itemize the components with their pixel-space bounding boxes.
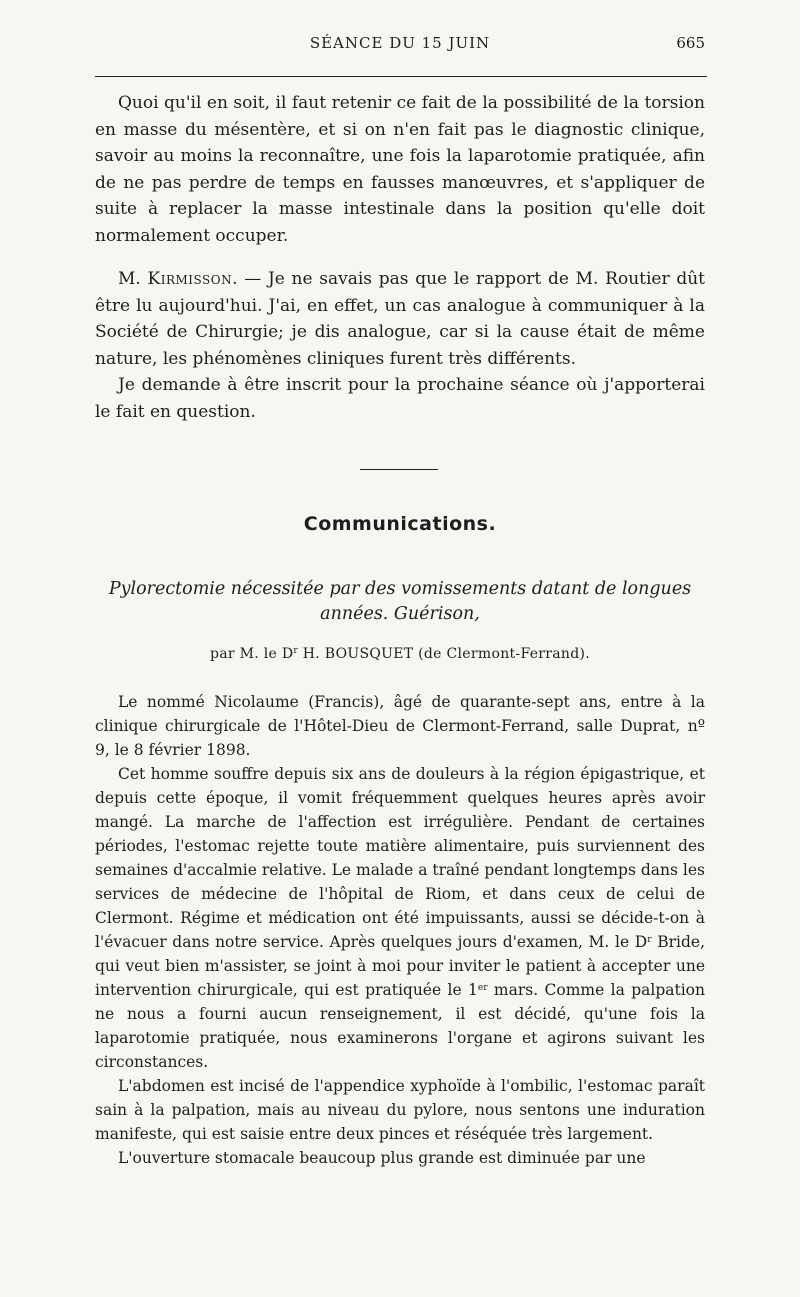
- intro-paragraph: Quoi qu'il en soit, il faut retenir ce fait de la possibilité de la torsion en masse du mésentère, et si on n'en fait pas le diagnostic clinique, savoir au moins la reconnaître, une fois la laparotomie pratiquée, afin de ne pas perdre de temps en fausses manœuvres, et s'appliquer de suite à replacer la masse intestinale dans la position qu'elle doit normalement occuper.: [95, 93, 705, 246]
- byline-suffix: H. BOUSQUET (de Clermont-Ferrand).: [298, 646, 591, 662]
- running-title: SÉANCE DU 15 JUIN: [309, 34, 491, 52]
- article-byline: [95, 646, 705, 662]
- header-rule: [95, 76, 707, 77]
- intro-block: [95, 90, 705, 249]
- speaker-name: Kirmisson: [147, 269, 233, 289]
- section-separator: [360, 469, 438, 470]
- article-title: Pylorectomie nécessitée par des vomissements datant de longues années. Guérison,: [108, 579, 692, 624]
- p2-part2: Bride, qui veut bien m'assister, se joint à moi pour inviter le patient à accepter une intervention chirurgicale, qui est pratiquée le 1: [95, 933, 705, 999]
- byline-prefix: par M. le D: [209, 646, 294, 662]
- running-header: [95, 34, 705, 58]
- section-title: Communications.: [303, 513, 497, 535]
- article-paragraph-4: L'ouverture stomacale beaucoup plus grande est diminuée par une: [118, 1149, 646, 1167]
- kirmisson-paragraph-2: Je demande à être inscrit pour la prochaine séance où j'apporterai le fait en question.: [95, 375, 705, 422]
- article-paragraph-2: [95, 762, 705, 1074]
- p2-sup2: er: [477, 983, 488, 993]
- article-paragraph-1: Le nommé Nicolaume (Francis), âgé de quarante-sept ans, entre à la clinique chirurgicale de l'Hôtel-Dieu de Clermont-Ferrand, salle Duprat, nº 9, le 8 février 1898.: [95, 693, 705, 759]
- byline-sup: r: [293, 646, 298, 656]
- kirmisson-paragraph-1: [95, 266, 705, 372]
- p2-part3: mars. Comme la palpation ne nous a fourni aucun renseignement, il est décidé, qu'une fois la laparotomie pratiquée, nous examinerons l'organe et agirons suivant les circonstances.: [95, 981, 705, 1071]
- p2-sup1: r: [647, 935, 652, 945]
- kirmisson-block: [95, 266, 705, 425]
- speaker-prefix: M.: [118, 269, 148, 289]
- article-paragraph-3: L'abdomen est incisé de l'appendice xyphoïde à l'ombilic, l'estomac paraît sain à la palpation, mais au niveau du pylore, nous sentons une induration manifeste, qui est saisie entre deux pinces et réséquée très largement.: [95, 1077, 705, 1143]
- p2-part1: Cet homme souffre depuis six ans de douleurs à la région épigastrique, et depuis cette époque, il vomit fréquemment quelques heures après avoir mangé. La marche de l'affection est irrégulière. Pendant de certaines périodes, l'estomac rejette toute matière alimentaire, puis surviennent des semaines d'accalmie relative. Le malade a traîné pendant longtemps dans les services de médecine de l'hôpital de Riom, et dans ceux de celui de Clermont. Régime et médication ont été impuissants, aussi se décide-t-on à l'évacuer dans notre service. Après quelques jours d'examen, M. le D: [95, 765, 705, 951]
- page-number: 665: [676, 34, 705, 52]
- article-body: [95, 690, 705, 1170]
- kirmisson-text-1: Je ne savais pas que le rapport de M. Routier dût être lu aujourd'hui. J'ai, en effet, un cas analogue à communiquer à la Société de Chirurgie; je dis analogue, car si la cause était de même nature, les phénomènes cliniques furent très différents.: [95, 269, 705, 369]
- speaker-suffix: . —: [232, 269, 268, 289]
